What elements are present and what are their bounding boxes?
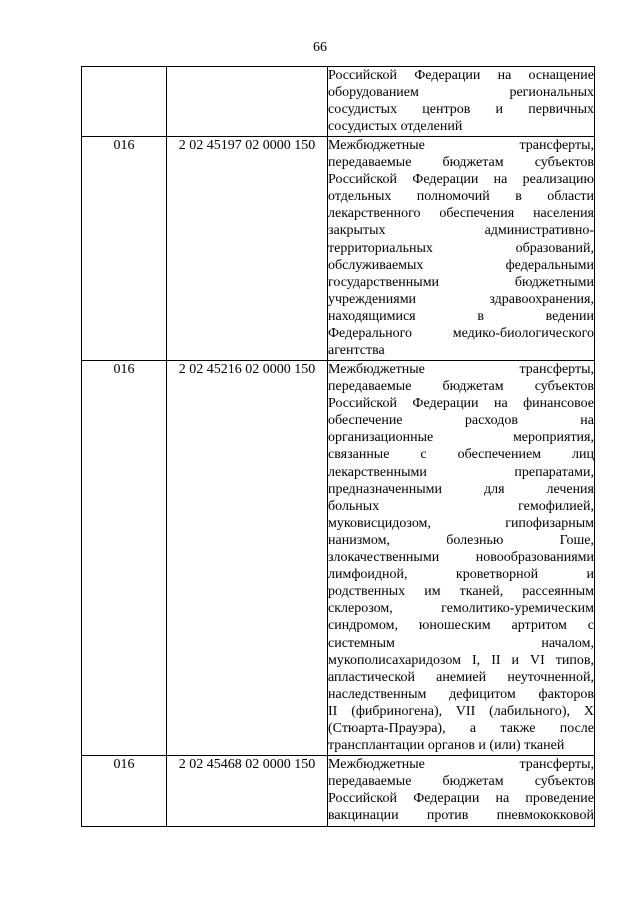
description-cell	[328, 756, 595, 827]
description-line: муковисцидозом, гипофизарным	[328, 515, 594, 531]
description-line: апластической анемией неуточненной,	[328, 669, 594, 685]
description-cell	[328, 361, 595, 756]
table-row	[82, 67, 595, 137]
description-line: (Стюарта-Прауэра), а также после	[328, 720, 594, 736]
budget-code-cell: 2 02 45197 02 0000 150	[167, 137, 328, 361]
page-number: 66	[313, 40, 327, 55]
description-line: территориальных образований,	[328, 240, 594, 256]
description-line: наследственным дефицитом факторов	[328, 686, 594, 702]
description-line: больных гемофилией,	[328, 498, 594, 514]
table-row	[82, 137, 595, 361]
description-line: мукополисахаридозом I, II и VI типов,	[328, 652, 594, 668]
description-cell	[328, 67, 595, 137]
description-line: синдромом, юношеским артритом с	[328, 618, 594, 634]
description-line: агентства	[328, 343, 385, 359]
description-line: Российской Федерации на оснащение	[328, 68, 594, 83]
description-line: лекарственными препаратами,	[328, 464, 594, 480]
budget-code-cell	[167, 67, 328, 137]
description-cell	[328, 137, 595, 361]
budget-classification-table	[81, 66, 595, 827]
description-line: вакцинации против пневмококковой	[328, 808, 594, 824]
table-row	[82, 361, 595, 756]
description-line: родственных им тканей, рассеянным	[328, 584, 594, 600]
description-line: государственными бюджетными	[328, 274, 594, 290]
administrator-code-cell: 016	[82, 756, 167, 827]
description-line: передаваемые бюджетам субъектов	[328, 379, 594, 395]
administrator-code-cell: 016	[82, 361, 167, 756]
description-line: склерозом, гемолитико-уремическим	[328, 601, 594, 617]
description-line: передаваемые бюджетам субъектов	[328, 774, 594, 790]
description-line: сосудистых отделений	[328, 119, 463, 135]
budget-code-cell: 2 02 45216 02 0000 150	[167, 361, 328, 756]
description-line: злокачественными новообразованиями	[328, 550, 594, 566]
description-line: нанизмом, болезнью Гоше,	[328, 532, 594, 548]
description-line: лимфоидной, кроветворной и	[328, 567, 594, 583]
description-line: предназначенными для лечения	[328, 481, 594, 497]
table-row	[82, 756, 595, 827]
description-line: сосудистых центров и первичных	[328, 102, 594, 118]
description-line: обеспечение расходов на	[328, 413, 594, 429]
description-line: Российской Федерации на проведение	[328, 791, 594, 807]
description-line: Межбюджетные трансферты,	[328, 362, 594, 377]
description-line: учреждениями здравоохранения,	[328, 291, 594, 307]
description-line: лекарственного обеспечения населения	[328, 206, 594, 222]
description-line: Российской Федерации на реализацию	[328, 172, 594, 188]
description-line: трансплантации органов и (или) тканей	[328, 738, 565, 754]
description-line: организационные мероприятия,	[328, 430, 594, 446]
description-line: системным началом,	[328, 635, 594, 651]
description-line: передаваемые бюджетам субъектов	[328, 155, 594, 171]
description-line: Федерального медико-биологического	[328, 326, 594, 342]
description-line: обслуживаемых федеральными	[328, 257, 594, 273]
description-line: оборудованием региональных	[328, 85, 594, 101]
budget-code-cell: 2 02 45468 02 0000 150	[167, 756, 328, 827]
description-line: Российской Федерации на финансовое	[328, 396, 594, 412]
administrator-code-cell: 016	[82, 137, 167, 361]
description-line: II (фибриногена), VII (лабильного), X	[328, 703, 594, 719]
description-line: Межбюджетные трансферты,	[328, 757, 594, 772]
description-line: находящимися в ведении	[328, 308, 594, 324]
description-line: Межбюджетные трансферты,	[328, 138, 594, 153]
administrator-code-cell	[82, 67, 167, 137]
description-line: связанные с обеспечением лиц	[328, 447, 594, 463]
description-line: отдельных полномочий в области	[328, 189, 594, 205]
description-line: закрытых административно-	[328, 223, 594, 239]
